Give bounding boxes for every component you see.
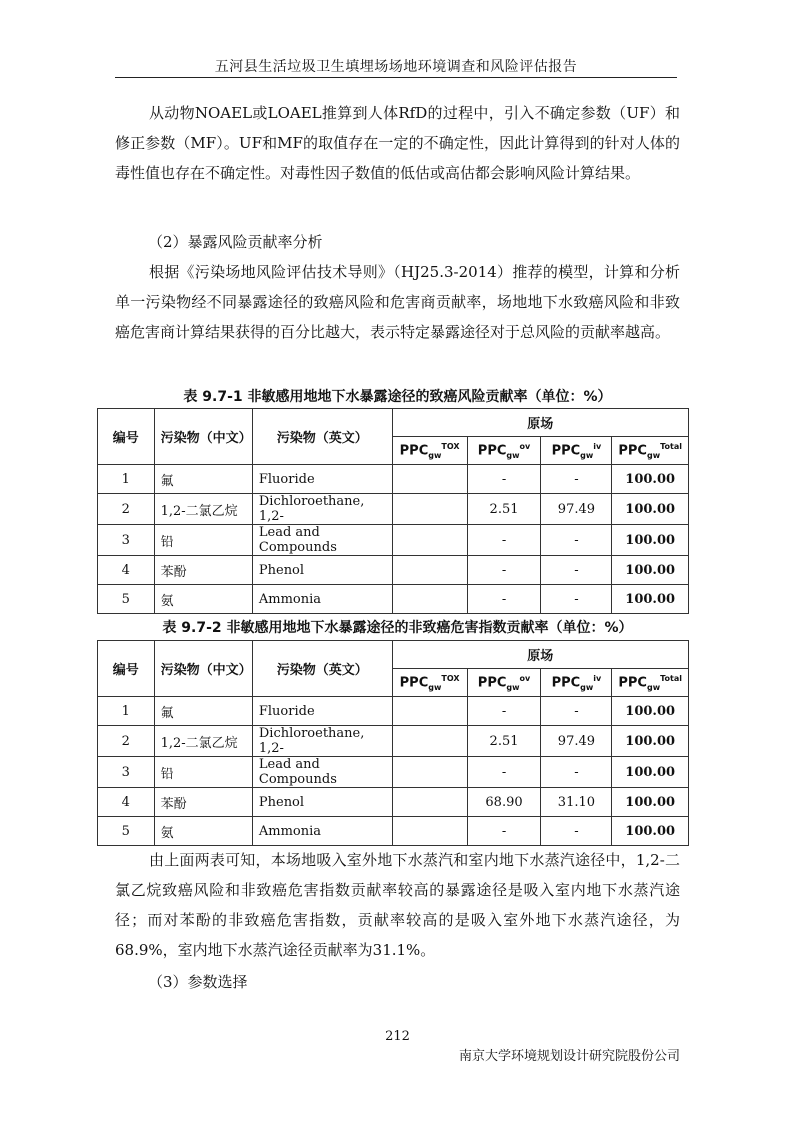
table-row: 5 氨 Ammonia - - 100.00	[98, 585, 689, 614]
paragraph-uncertainty: 从动物NOAEL或LOAEL推算到人体RfD的过程中，引入不确定参数（UF）和修正参数（MF）。UF和MF的取值存在一定的不确定性，因此计算得到的针对人体的毒性值也存在不确定性。对毒性因子数值的低估或高估都会影响风险计算结果。	[115, 104, 680, 182]
header-ppc-iv: $PPC_{gw}^{iv}$	[541, 669, 612, 697]
table-row: 5 氨 Ammonia - - 100.00	[98, 817, 689, 846]
table-1	[97, 408, 689, 614]
header-name-en: 污染物（英文）	[252, 409, 392, 465]
header-ppc-iv: $PPC_{gw}^{iv}$	[541, 437, 612, 465]
table-row: 3 铅 Lead and Compounds - - 100.00	[98, 757, 689, 788]
page-number: 212	[385, 1029, 410, 1044]
header-ppc-ov: $PPC_{gw}^{ov}$	[467, 669, 541, 697]
header-ppc-total: $PPC_{gw}^{Total}$	[612, 437, 689, 465]
footer-company: 南京大学环境规划设计研究院股份公司	[458, 1049, 680, 1064]
paragraph-method: 根据《污染场地风险评估技术导则》（HJ25.3-2014）推荐的模型，计算和分析单一污染物经不同暴露途径的致癌风险和危害商贡献率，场地地下水致癌风险和非致癌危害商计算结果获得的百分比越大，表示特定暴露途径对于总风险的贡献率越高。	[115, 263, 680, 341]
running-header: 五河县生活垃圾卫生填埋场场地环境调查和风险评估报告	[214, 59, 578, 75]
header-site: 原场	[392, 641, 688, 669]
table-1-caption: 表 9.7-1 非敏感用地地下水暴露途径的致癌风险贡献率（单位：%）	[183, 389, 612, 405]
header-site: 原场	[392, 409, 688, 437]
header-rule	[115, 77, 677, 78]
paragraph-conclusion: 由上面两表可知，本场地吸入室外地下水蒸汽和室内地下水蒸汽途径中，1,2-二氯乙烷致癌风险和非致癌危害指数贡献率较高的暴露途径是吸入室内地下水蒸汽途径；而对苯酚的非致癌危害指数，贡献率较高的是吸入室外地下水蒸汽途径，为68.9%，室内地下水蒸汽途径贡献率为31.1%。	[115, 851, 680, 959]
header-ppc-total: $PPC_{gw}^{Total}$	[612, 669, 689, 697]
table-row: 1 氟 Fluoride - - 100.00	[98, 465, 689, 494]
header-name-en: 污染物（英文）	[252, 641, 392, 697]
header-ppc-ov: $PPC_{gw}^{ov}$	[467, 437, 541, 465]
header-name-cn: 污染物（中文）	[154, 641, 252, 697]
section-heading-parameters: （3）参数选择	[148, 973, 248, 991]
table-row: 2 1,2-二氯乙烷 Dichloroethane, 1,2- 2.51 97.49 100.00	[98, 726, 689, 757]
table-2-caption: 表 9.7-2 非敏感用地地下水暴露途径的非致癌危害指数贡献率（单位：%）	[162, 620, 633, 636]
section-heading-exposure: （2）暴露风险贡献率分析	[148, 233, 323, 251]
table-row: 3 铅 Lead and Compounds - - 100.00	[98, 525, 689, 556]
header-ppc-tox: $PPC_{gw}^{TOX}$	[392, 669, 467, 697]
header-id: 编号	[98, 409, 155, 465]
table-row: 4 苯酚 Phenol - - 100.00	[98, 556, 689, 585]
table-2	[97, 640, 689, 846]
header-name-cn: 污染物（中文）	[154, 409, 252, 465]
table-row: 2 1,2-二氯乙烷 Dichloroethane, 1,2- 2.51 97.49 100.00	[98, 494, 689, 525]
table-row: 1 氟 Fluoride - - 100.00	[98, 697, 689, 726]
header-id: 编号	[98, 641, 155, 697]
table-row: 4 苯酚 Phenol 68.90 31.10 100.00	[98, 788, 689, 817]
header-ppc-tox: $PPC_{gw}^{TOX}$	[392, 437, 467, 465]
